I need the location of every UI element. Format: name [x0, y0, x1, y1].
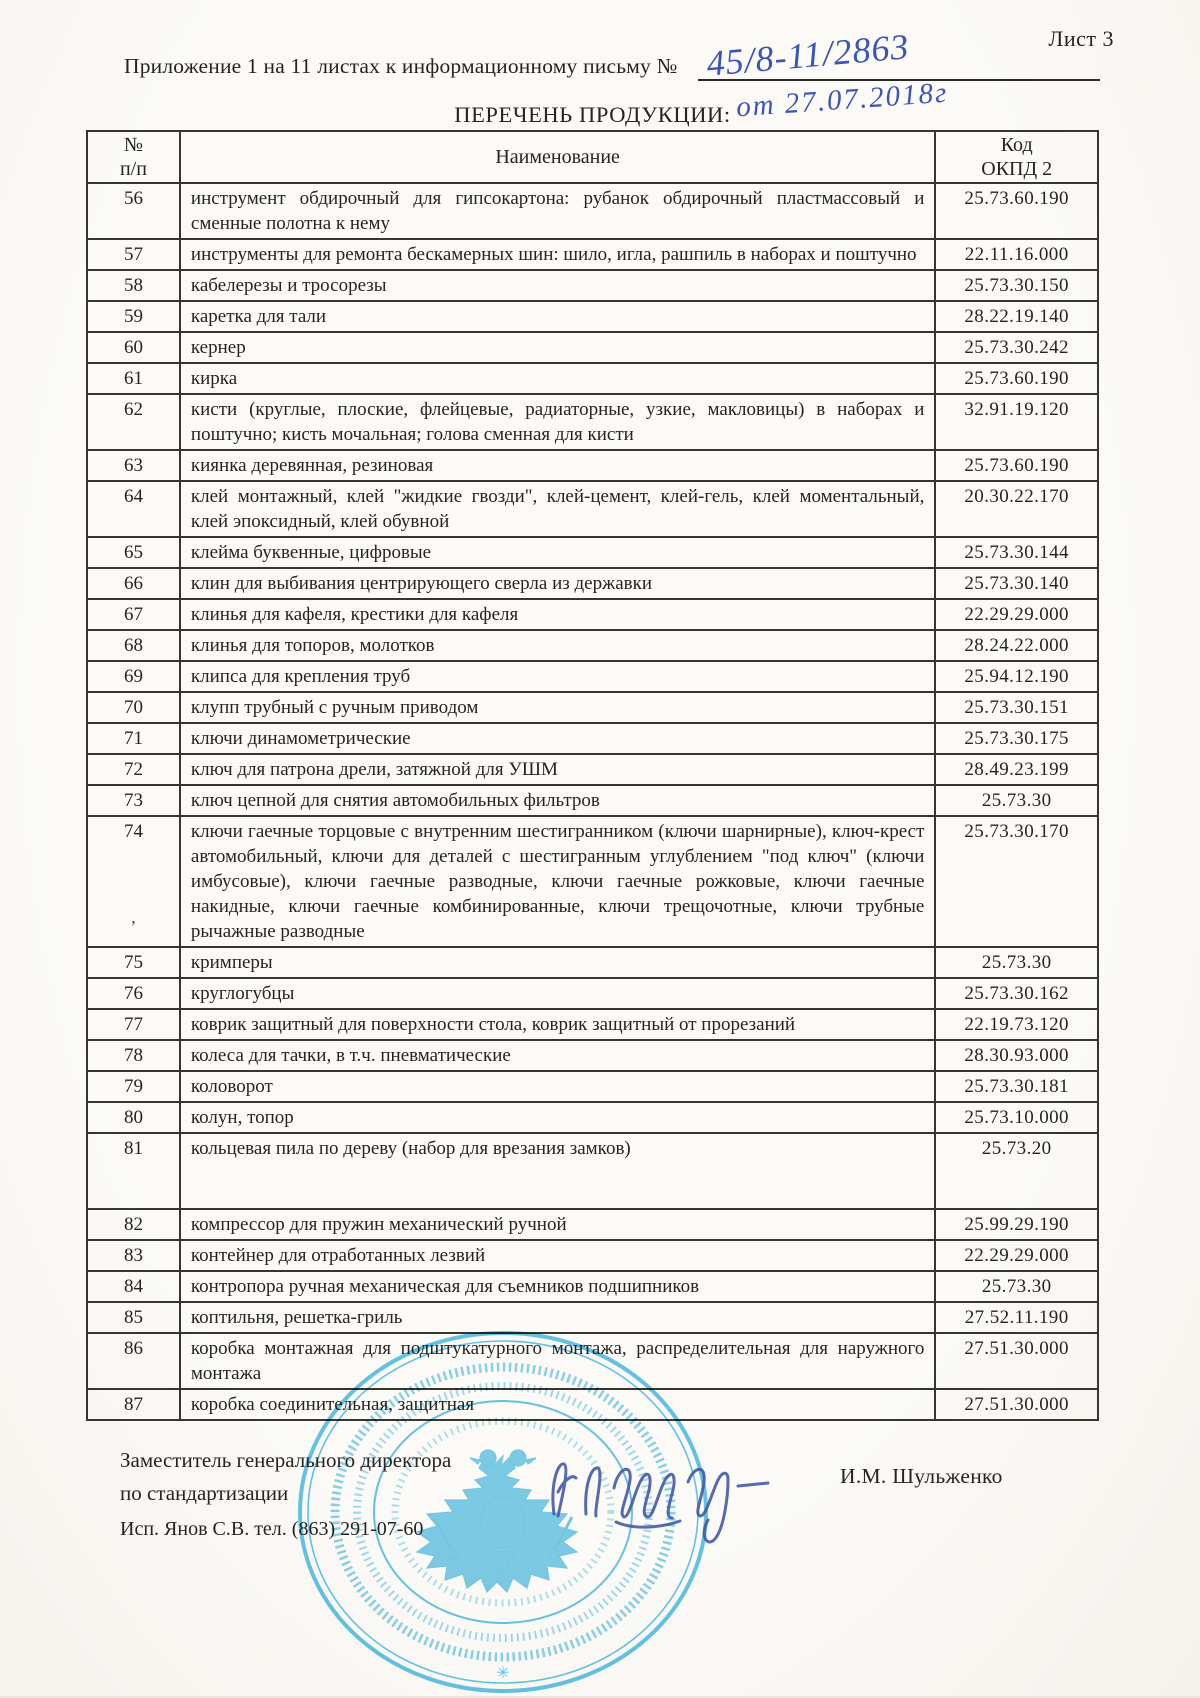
product-name: клинья для топоров, молотков — [180, 630, 935, 661]
row-number: 57 — [87, 239, 180, 270]
row-number: 80 — [87, 1102, 180, 1133]
table-row — [87, 947, 1098, 978]
product-name: киянка деревянная, резиновая — [180, 450, 935, 481]
table-row — [87, 1271, 1098, 1302]
row-number: 70 — [87, 692, 180, 723]
row-number: 65 — [87, 537, 180, 568]
row-number: 82 — [87, 1209, 180, 1240]
handwritten-letter-number: 45/8-11/2863 — [704, 26, 911, 84]
row-number: 81 — [87, 1133, 180, 1209]
row-number: 67 — [87, 599, 180, 630]
table-row — [87, 183, 1098, 239]
row-number: 59 — [87, 301, 180, 332]
table-row — [87, 568, 1098, 599]
product-name: ключ цепной для снятия автомобильных фильтров — [180, 785, 935, 816]
row-number: 72 — [87, 754, 180, 785]
okpd2-code: 25.73.30.140 — [935, 568, 1098, 599]
handwritten-date: от 27.07.2018г — [735, 76, 950, 124]
table-row — [87, 481, 1098, 537]
row-number: 62 — [87, 394, 180, 450]
row-number: 85 — [87, 1302, 180, 1333]
table-row — [87, 1040, 1098, 1071]
table-row — [87, 537, 1098, 568]
row-number: 74 , — [87, 816, 180, 947]
product-name: ключ для патрона дрели, затяжной для УШМ — [180, 754, 935, 785]
okpd2-code: 25.73.60.190 — [935, 363, 1098, 394]
header-code-line2: ОКПД 2 — [981, 158, 1053, 180]
okpd2-code: 25.73.30.170 — [935, 816, 1098, 947]
row-number: 69 — [87, 661, 180, 692]
row-number: 83 — [87, 1240, 180, 1271]
table-row — [87, 630, 1098, 661]
table-row — [87, 394, 1098, 450]
header-cell-name: Наименование — [180, 131, 935, 183]
product-name: инструменты для ремонта бескамерных шин: шило, игла, рашпиль в наборах и поштучно — [180, 239, 935, 270]
row-number: 61 — [87, 363, 180, 394]
okpd2-code: 27.51.30.000 — [935, 1333, 1098, 1389]
table-row — [87, 816, 1098, 947]
table-row — [87, 1009, 1098, 1040]
okpd2-code: 28.30.93.000 — [935, 1040, 1098, 1071]
header-cell-code — [935, 131, 1098, 183]
table-row — [87, 270, 1098, 301]
okpd2-code: 25.73.30.242 — [935, 332, 1098, 363]
table-row — [87, 692, 1098, 723]
table-row — [87, 1071, 1098, 1102]
row-number: 87 — [87, 1389, 180, 1420]
signer-name: И.М. Шульженко — [840, 1464, 1003, 1488]
row-number: 86 — [87, 1333, 180, 1389]
product-name: компрессор для пружин механический ручной — [180, 1209, 935, 1240]
product-name: коробка соединительная, защитная — [180, 1389, 935, 1420]
product-name: кабелерезы и тросорезы — [180, 270, 935, 301]
stray-mark: , — [131, 908, 136, 927]
signer-position-line1: Заместитель генерального директора — [120, 1448, 452, 1472]
okpd2-code: 25.73.30 — [935, 947, 1098, 978]
row-number: 63 — [87, 450, 180, 481]
row-number: 78 — [87, 1040, 180, 1071]
okpd2-code: 22.29.29.000 — [935, 1240, 1098, 1271]
product-name: инструмент обдирочный для гипсокартона: рубанок обдирочный пластмассовый и сменные полотна к нему — [180, 183, 935, 239]
table-row — [87, 450, 1098, 481]
table-row — [87, 239, 1098, 270]
product-name: клин для выбивания центрирующего сверла из державки — [180, 568, 935, 599]
okpd2-code: 28.22.19.140 — [935, 301, 1098, 332]
okpd2-code: 22.11.16.000 — [935, 239, 1098, 270]
table-row — [87, 978, 1098, 1009]
table-row — [87, 1102, 1098, 1133]
product-name: круглогубцы — [180, 978, 935, 1009]
table-row — [87, 363, 1098, 394]
product-name: коптильня, решетка-гриль — [180, 1302, 935, 1333]
okpd2-code: 28.49.23.199 — [935, 754, 1098, 785]
row-number: 77 — [87, 1009, 180, 1040]
product-name: кольцевая пила по дереву (набор для врезания замков) — [180, 1133, 935, 1209]
row-number: 56 — [87, 183, 180, 239]
row-number: 79 — [87, 1071, 180, 1102]
product-name: клейма буквенные, цифровые — [180, 537, 935, 568]
okpd2-code: 27.52.11.190 — [935, 1302, 1098, 1333]
signer-position-line2: по стандартизации — [120, 1481, 289, 1505]
product-table-body — [87, 183, 1098, 1420]
header-number-line1: № — [123, 134, 143, 156]
okpd2-code: 25.73.20 — [935, 1133, 1098, 1209]
header-line: Приложение 1 на 11 листах к информационному письму № — [124, 54, 678, 78]
okpd2-code: 25.73.30 — [935, 785, 1098, 816]
product-name: ключи динамометрические — [180, 723, 935, 754]
row-number: 75 — [87, 947, 180, 978]
okpd2-code: 25.73.60.190 — [935, 450, 1098, 481]
executor-contact: Исп. Янов С.В. тел. (863) 291-07-60 — [120, 1518, 424, 1540]
product-name: кисти (круглые, плоские, флейцевые, радиаторные, узкие, макловицы) в наборах и поштучно; кисть мочальная; голова сменная для кисти — [180, 394, 935, 450]
okpd2-code: 25.73.30.144 — [935, 537, 1098, 568]
row-number: 68 — [87, 630, 180, 661]
product-name: колун, топор — [180, 1102, 935, 1133]
okpd2-code: 25.99.29.190 — [935, 1209, 1098, 1240]
okpd2-code: 25.73.60.190 — [935, 183, 1098, 239]
sheet-number: Лист 3 — [1048, 26, 1114, 51]
table-row — [87, 1240, 1098, 1271]
product-name: каретка для тали — [180, 301, 935, 332]
row-number: 64 — [87, 481, 180, 537]
table-row — [87, 332, 1098, 363]
okpd2-code: 28.24.22.000 — [935, 630, 1098, 661]
okpd2-code: 27.51.30.000 — [935, 1389, 1098, 1420]
header-code-line1: Код — [1000, 134, 1033, 156]
product-name: контропора ручная механическая для съемников подшипников — [180, 1271, 935, 1302]
header-cell-number — [87, 131, 180, 183]
signature — [542, 1422, 777, 1550]
table-row — [87, 661, 1098, 692]
product-name: кримперы — [180, 947, 935, 978]
okpd2-code: 25.94.12.190 — [935, 661, 1098, 692]
okpd2-code: 22.19.73.120 — [935, 1009, 1098, 1040]
product-name: колеса для тачки, в т.ч. пневматические — [180, 1040, 935, 1071]
document-title: ПЕРЕЧЕНЬ ПРОДУКЦИИ: — [454, 102, 731, 127]
table-row — [87, 301, 1098, 332]
table-row — [87, 785, 1098, 816]
okpd2-code: 32.91.19.120 — [935, 394, 1098, 450]
row-number: 58 — [87, 270, 180, 301]
table-row — [87, 1133, 1098, 1209]
row-number: 66 — [87, 568, 180, 599]
product-name: кернер — [180, 332, 935, 363]
table-row — [87, 723, 1098, 754]
product-name: клупп трубный с ручным приводом — [180, 692, 935, 723]
product-name: кирка — [180, 363, 935, 394]
okpd2-code: 25.73.30.162 — [935, 978, 1098, 1009]
table-row — [87, 754, 1098, 785]
row-number: 73 — [87, 785, 180, 816]
okpd2-code: 25.73.10.000 — [935, 1102, 1098, 1133]
signer-position — [120, 1444, 451, 1510]
stamp-bottom-star: ✳ — [496, 1665, 510, 1682]
okpd2-code: 25.73.30.151 — [935, 692, 1098, 723]
product-name: коловорот — [180, 1071, 935, 1102]
okpd2-code: 25.73.30.181 — [935, 1071, 1098, 1102]
row-number: 76 — [87, 978, 180, 1009]
product-name: контейнер для отработанных лезвий — [180, 1240, 935, 1271]
product-list-table — [86, 130, 1099, 1421]
okpd2-code: 25.73.30.175 — [935, 723, 1098, 754]
product-name: коробка монтажная для подштукатурного монтажа, распределительная для наружного монтажа — [180, 1333, 935, 1389]
table-row — [87, 1209, 1098, 1240]
row-number: 84 — [87, 1271, 180, 1302]
product-name: ключи гаечные торцовые с внутренним шестигранником (ключи шарнирные), ключ-крест автомобильный, ключи для деталей с шестигранным углублением "под ключ" (ключи имбусовые), ключи гаечные разводные, ключи гаечные рожковые, ключи гаечные накидные, ключи гаечные комбинированные, ключи трещочотные, ключи трубные рычажные разводные — [180, 816, 935, 947]
product-name: коврик защитный для поверхности стола, коврик защитный от прорезаний — [180, 1009, 935, 1040]
row-number: 60 — [87, 332, 180, 363]
product-name: клинья для кафеля, крестики для кафеля — [180, 599, 935, 630]
table-row — [87, 599, 1098, 630]
product-name: клипса для крепления труб — [180, 661, 935, 692]
product-name: клей монтажный, клей "жидкие гвозди", клей-цемент, клей-гель, клей моментальный, клей эпоксидный, клей обувной — [180, 481, 935, 537]
okpd2-code: 22.29.29.000 — [935, 599, 1098, 630]
row-number: 71 — [87, 723, 180, 754]
okpd2-code: 20.30.22.170 — [935, 481, 1098, 537]
okpd2-code: 25.73.30 — [935, 1271, 1098, 1302]
okpd2-code: 25.73.30.150 — [935, 270, 1098, 301]
table-header-row — [87, 131, 1098, 183]
header-number-line2: п/п — [119, 158, 147, 180]
